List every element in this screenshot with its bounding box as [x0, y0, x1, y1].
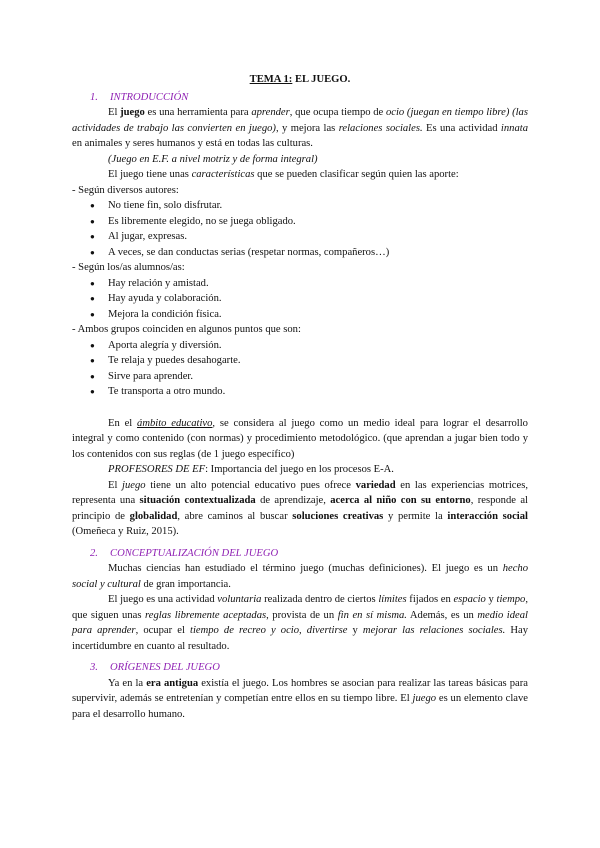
paragraph-profesores: PROFESORES DE EF: Importancia del juego en los procesos E-A. [108, 464, 394, 475]
paragraph-characteristics: El juego tiene unas características que se pueden clasificar según quien las aporte: [108, 169, 459, 180]
section-title: CONCEPTUALIZACIÓN DEL JUEGO [110, 547, 279, 559]
list-item: ● Al jugar, expresas. [72, 229, 528, 245]
section-heading-origenes [72, 660, 528, 676]
section-heading-introduccion [72, 90, 528, 106]
paragraph-note: (Juego en E.F. a nivel motriz y de forma integral) [108, 153, 318, 165]
title-text: EL JUEGO. [292, 74, 351, 85]
title-label: TEMA 1: [249, 74, 293, 85]
paragraph-intro-definition: El juego es una herramienta para aprender, que ocupa tiempo de ocio (juegan en tiempo libre) (las actividades de trabajo las convierten en juego), y mejora las relaciones sociales. Es una actividad innata en animales y seres humanos y está en todas las culturas. [72, 107, 528, 149]
paragraph-era-antigua: Ya en la era antigua existía el juego. Los hombres se asocian para realizar las tareas básicas para supervivir, además se entretenían y competían entre ellos en su tiempo libre. El juego es un elemento clave para el desarrollo humano. [72, 677, 528, 720]
list-item: ● Hay relación y amistad. [72, 276, 528, 292]
list-alumnos [72, 276, 528, 323]
section-title: INTRODUCCIÓN [110, 91, 189, 103]
group-label-autores: - Según diversos autores: [72, 184, 179, 196]
list-item: ● No tiene fin, solo disfrutar. [72, 198, 528, 214]
paragraph-potencial-educativo: El juego tiene un alto potencial educativo pues ofrece variedad en las experiencias motrices, representa una situación contextualizada de aprendizaje, acerca al niño con su entorno, responde al principio de globalidad, abre caminos al buscar soluciones creativas y permite la interacción social (Omeñeca y Ruiz, 2015). [72, 479, 528, 537]
list-item: ● Sirve para aprender. [72, 369, 528, 385]
section-title: ORÍGENES DEL JUEGO [110, 662, 220, 673]
paragraph-ciencias: Muchas ciencias han estudiado el término juego (muchas definiciones). El juego es un hecho social y cultural de gran importancia. [72, 563, 528, 590]
list-item: ● Te relaja y puedes desahogarte. [72, 353, 528, 369]
list-item: ● Aporta alegría y diversión. [72, 338, 528, 354]
list-autores [72, 198, 528, 260]
list-item: ● Hay ayuda y colaboración. [72, 291, 528, 307]
paragraph-definicion-juego: El juego es una actividad voluntaria realizada dentro de ciertos límites fijados en espacio y tiempo, que siguen unas reglas libremente aceptadas, provista de un fin en sí misma. Además, es un medio ideal para aprender, ocupar el tiempo de recreo y ocio, divertirse y mejorar las relaciones sociales. Hay incertidumbre en cuanto al resultado. [72, 594, 529, 652]
group-label-ambos: - Ambos grupos coinciden en algunos puntos que son: [72, 324, 301, 335]
list-item: ● Es libremente elegido, no se juega obligado. [72, 214, 528, 230]
section-heading-conceptualizacion [72, 546, 528, 562]
group-label-alumnos: - Según los/as alumnos/as: [72, 262, 185, 273]
list-item: ● Mejora la condición física. [72, 307, 528, 323]
page-title [72, 72, 528, 88]
list-item: ● Te transporta a otro mundo. [72, 384, 528, 400]
section-number: 2. [90, 547, 98, 559]
paragraph-ambito-educativo: En el ámbito educativo, se considera al juego como un medio ideal para lograr el desarrollo integral y como contenido (con normas) y procedimiento metodológico. (que aprendan a jugar bien todo y los contenidos con sus reglas (de 1 juego específico) [72, 417, 528, 460]
section-number: 1. [90, 91, 98, 103]
list-item: ● A veces, se dan conductas serias (respetar normas, compañeros…) [72, 245, 528, 261]
list-ambos [72, 338, 528, 400]
section-number: 3. [90, 662, 98, 673]
document-body [72, 72, 528, 722]
